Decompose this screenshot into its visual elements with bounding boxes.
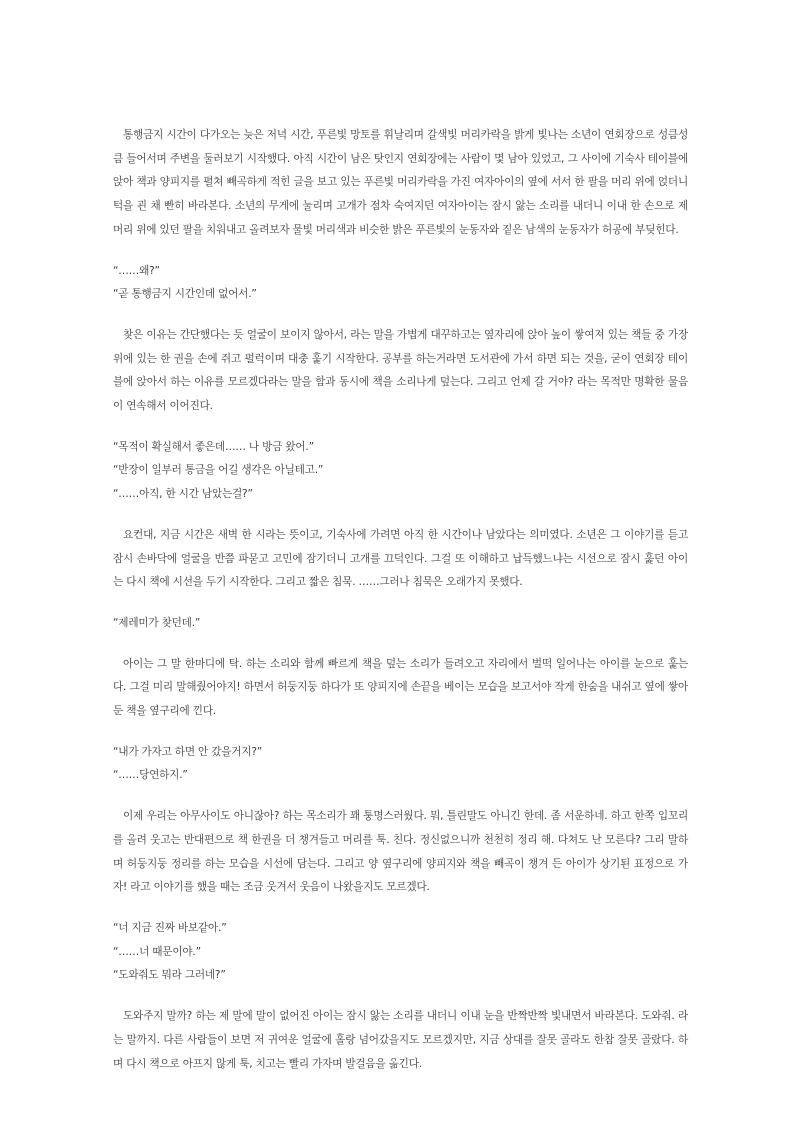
dialogue-line: “……당연하지.” — [113, 769, 188, 782]
dialogue-line: “제레미가 찾던데.” — [113, 616, 201, 629]
dialogue-line: “목적이 확실해서 좋은데…… 나 방금 왔어.” — [113, 440, 314, 453]
dialogue-line: “……왜?” — [113, 264, 160, 277]
dialogue-line: “너 지금 진짜 바보같아.” — [113, 921, 227, 934]
paragraph: 찾은 이유는 간단했다는 듯 얼굴이 보이지 않아서, 라는 말을 가볍게 대꾸하고는 옆자리에 앉아 높이 쌓여져 있는 책들 중 가장 위에 있는 한 권을 손에 쥐고 펄럭이며 대충 훑기 시작한다. 공부를 하는거라면 도서관에 가서 하면 되는 것을, 굳이 연회장 테이블에 앉아서 하는 이유를 모르겠다라는 말을 함과 동시에 책을 소리나게 덮는다. 그리고 언제 갈 거야? 라는 목적만 명확한 물음이 연속해서 이어진다. — [113, 328, 688, 413]
dialogue-line: “……아직, 한 시간 남았는걸?” — [113, 488, 253, 501]
paragraph: 아이는 그 말 한마디에 탁. 하는 소리와 함께 빠르게 책을 덮는 소리가 들려오고 자리에서 벌떡 일어나는 아이를 눈으로 훑는다. 그걸 미리 말해줬어야지! 하면서 허둥지둥 하다가 또 양피지에 손끝을 베이는 모습을 보고서야 작게 한숨을 내쉬고 옆에 쌓아둔 책을 옆구리에 낀다. — [113, 657, 688, 718]
dialogue-block — [113, 436, 688, 507]
dialogue-block — [113, 741, 688, 788]
dialogue-line: “반장이 일부러 통금을 어길 생각은 아닐테고.” — [113, 464, 324, 477]
dialogue-line: “내가 가자고 하면 안 갔을거지?” — [113, 745, 263, 758]
dialogue-line: “……너 때문이야.” — [113, 945, 201, 958]
dialogue-block — [113, 260, 688, 307]
dialogue-line: “곧 통행금지 시간인데 없어서.” — [113, 288, 257, 301]
paragraph: 도와주지 말까? 하는 제 말에 말이 없어진 아이는 잠시 앓는 소리를 내더니 이내 눈을 반짝반짝 빛내면서 바라본다. 도와줘. 라는 말까지. 다른 사람들이 보면 저 귀여운 얼굴에 홀랑 넘어갔을지도 모르겠지만, 지금 상대를 잘못 골라도 한참 잘못 골랐다. 하며 다시 책으로 아프지 않게 툭, 치고는 빨리 가자며 발걸음을 옮긴다. — [113, 1010, 688, 1070]
paragraph: 통행금지 시간이 다가오는 늦은 저녁 시간, 푸른빛 망토를 휘날리며 갈색빛 머리카락을 밝게 빛나는 소년이 연회장으로 성큼성큼 들어서며 주변을 둘러보기 시작했다. 아직 시간이 남은 탓인지 연회장에는 사람이 몇 남아 있었고, 그 사이에 기숙사 테이블에 앉아 책과 양피지를 펼쳐 빼곡하게 적힌 글을 보고 있는 푸른빛 머리카락을 가진 여자아이의 옆에 서서 한 팔을 머리 위에 얹더니 턱을 괸 채 빤히 바라본다. 소년의 무게에 눌리며 고개가 점차 숙여지던 여자아이는 잠시 앓는 소리를 내더니 이내 한 손으로 제 머리 위에 있던 팔을 치워내고 올려보자 물빛 머리색과 비슷한 밝은 푸른빛의 눈동자와 짙은 남색의 눈동자가 허공에 부딪힌다. — [113, 129, 688, 236]
dialogue-line: “도와줘도 뭐라 그러네?” — [113, 969, 226, 982]
dialogue-block — [113, 612, 688, 636]
paragraph: 요컨대, 지금 시간은 새벽 한 시라는 뜻이고, 기숙사에 가려면 아직 한 시간이나 남았다는 의미였다. 소년은 그 이야기를 듣고 잠시 손바닥에 얼굴을 반쯤 파묻고 고민에 잠기더니 고개를 끄덕인다. 그걸 또 이해하고 납득했느냐는 시선으로 잠시 훑던 아이는 다시 책에 시선을 두기 시작한다. 그리고 짧은 침묵. ……그러나 침묵은 오래가지 못했다. — [113, 528, 688, 589]
dialogue-block — [113, 917, 688, 988]
paragraph: 이제 우리는 아무사이도 아니잖아? 하는 목소리가 꽤 퉁명스러웠다. 뭐, 틀린말도 아니긴 한데. 좀 서운하네. 하고 한쪽 입꼬리를 올려 웃고는 반대편으로 책 한권을 더 챙겨들고 머리를 툭. 친다. 정신없으니까 천천히 정리 해. 다쳐도 난 모른다? 그리 말하며 허둥지둥 정리를 하는 모습을 시선에 담는다. 그리고 양 옆구리에 양피지와 책을 빼곡이 챙겨 든 아이가 상기된 표정으로 가자! 라고 이야기를 했을 때는 조금 웃겨서 웃음이 나왔을지도 모르겠다. — [113, 810, 688, 894]
